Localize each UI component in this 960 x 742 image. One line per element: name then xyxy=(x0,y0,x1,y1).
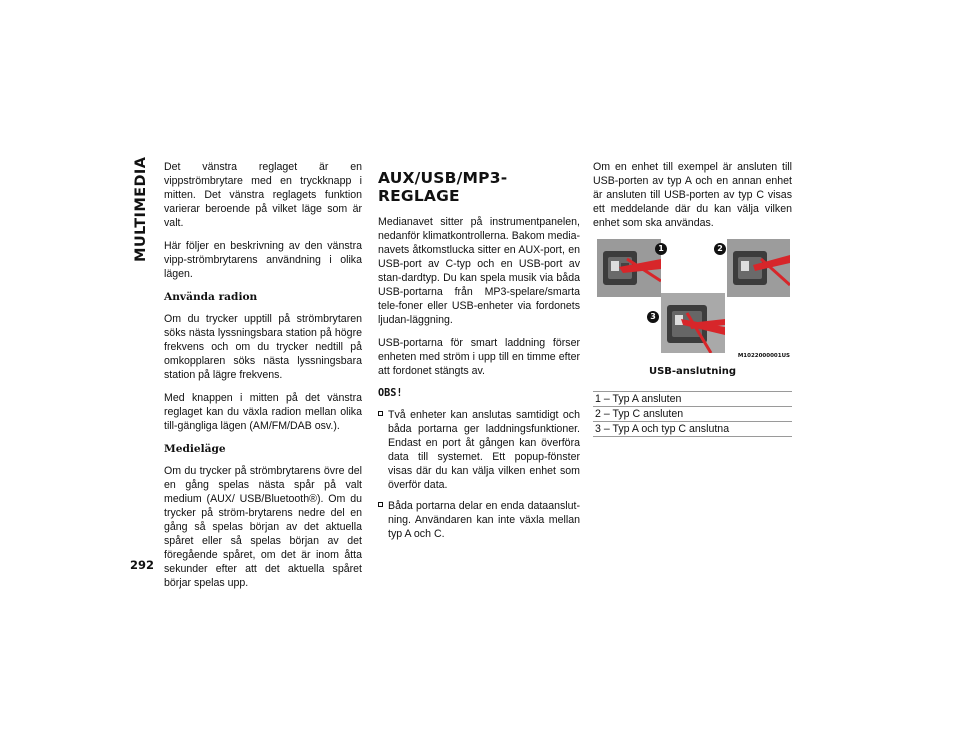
usb-type-c-photo xyxy=(727,239,790,297)
square-bullet-icon xyxy=(378,502,383,507)
figure-legend xyxy=(593,391,792,437)
callout-3: 3 xyxy=(647,311,659,323)
usb-connection-figure xyxy=(593,239,792,363)
paragraph: Med knappen i mitten på det vänstra reglaget kan du växla radion mellan olika till-gängliga lägen (AM/FM/DAB osv.). xyxy=(164,392,362,432)
paragraph: Här följer en beskrivning av den vänstra vipp-strömbrytarens användning i olika lägen. xyxy=(164,240,362,280)
note-label: OBS! xyxy=(378,388,403,399)
figure-code: M1022000001US xyxy=(737,353,790,359)
subheading-radio: Använda radion xyxy=(164,291,258,303)
list-item-text: Båda portarna delar en enda dataanslut-ning. Användaren kan inte växla mellan typ A och C. xyxy=(388,500,580,540)
legend-row: 2 – Typ C ansluten xyxy=(593,407,792,422)
paragraph: Medianavet sitter på instrumentpanelen, nedanför klimatkontrollerna. Bakom media-navets åtkomstlucka sitter en AUX-port, en USB-port av C-typ och en USB-port av stan-dardtyp. Du kan spela musik via båda USB-portarna från MP3-spelare/smarta tele-foner eller USB-enheter via fordonets ljudan-läggning. xyxy=(378,216,580,326)
paragraph: Om du trycker på strömbrytarens övre del en gång spelas nästa spår på valt medium (AUX/ USB/Bluetooth®). Om du trycker på ström-brytarens nedre del en gång så spelas början av det aktuella spåret eller så spelas början av det föregående spåret, om det är inom åtta sekunder efter att det aktuella spåret börjar spelas upp. xyxy=(164,465,362,589)
paragraph: Om du trycker upptill på strömbrytaren söks nästa lyssningsbara station på högre frekvens och om du trycker nedtill på omkopplaren söks nästa lyssningsbara station på lägre frekvens. xyxy=(164,313,362,381)
list-item xyxy=(378,408,580,492)
list-item xyxy=(378,499,580,541)
subheading-media: Medieläge xyxy=(164,443,226,455)
paragraph: Det vänstra reglaget är en vippströmbrytare med en tryckknapp i mitten. Det vänstra reglagets funktion varierar beroende på vilket läge som är valt. xyxy=(164,161,362,229)
column-left xyxy=(164,160,362,599)
usb-type-a-photo xyxy=(597,239,661,297)
section-sidebar-title: MULTIMEDIA xyxy=(133,156,149,262)
legend-row: 3 – Typ A och typ C anslutna xyxy=(593,422,792,437)
callout-2: 2 xyxy=(714,243,726,255)
page-number: 292 xyxy=(130,558,155,572)
usb-type-a-and-c-photo xyxy=(661,293,725,353)
list-item-text: Två enheter kan anslutas samtidigt och båda portarna ger laddningsfunktioner. Endast en port åt gången kan överföra data till systemet. Ett popup-fönster visas där du kan välja vilken enhet som överför data. xyxy=(388,409,580,491)
section-heading: AUX/USB/MP3-REGLAGE xyxy=(378,169,508,205)
column-right xyxy=(593,160,792,437)
note-list xyxy=(378,408,580,541)
figure-caption: USB-anslutning xyxy=(648,366,737,377)
paragraph: Om en enhet till exempel är ansluten till USB-porten av typ A och en annan enhet är ansluten till USB-porten av typ C visas ett meddelande där du kan välja vilken enhet som ska användas. xyxy=(593,161,792,229)
paragraph: USB-portarna för smart laddning förser enheten med ström i upp till en timme efter att fordonet stängts av. xyxy=(378,337,580,377)
column-middle xyxy=(378,160,580,548)
square-bullet-icon xyxy=(378,411,383,416)
legend-row: 1 – Typ A ansluten xyxy=(593,391,792,407)
callout-1: 1 xyxy=(655,243,667,255)
